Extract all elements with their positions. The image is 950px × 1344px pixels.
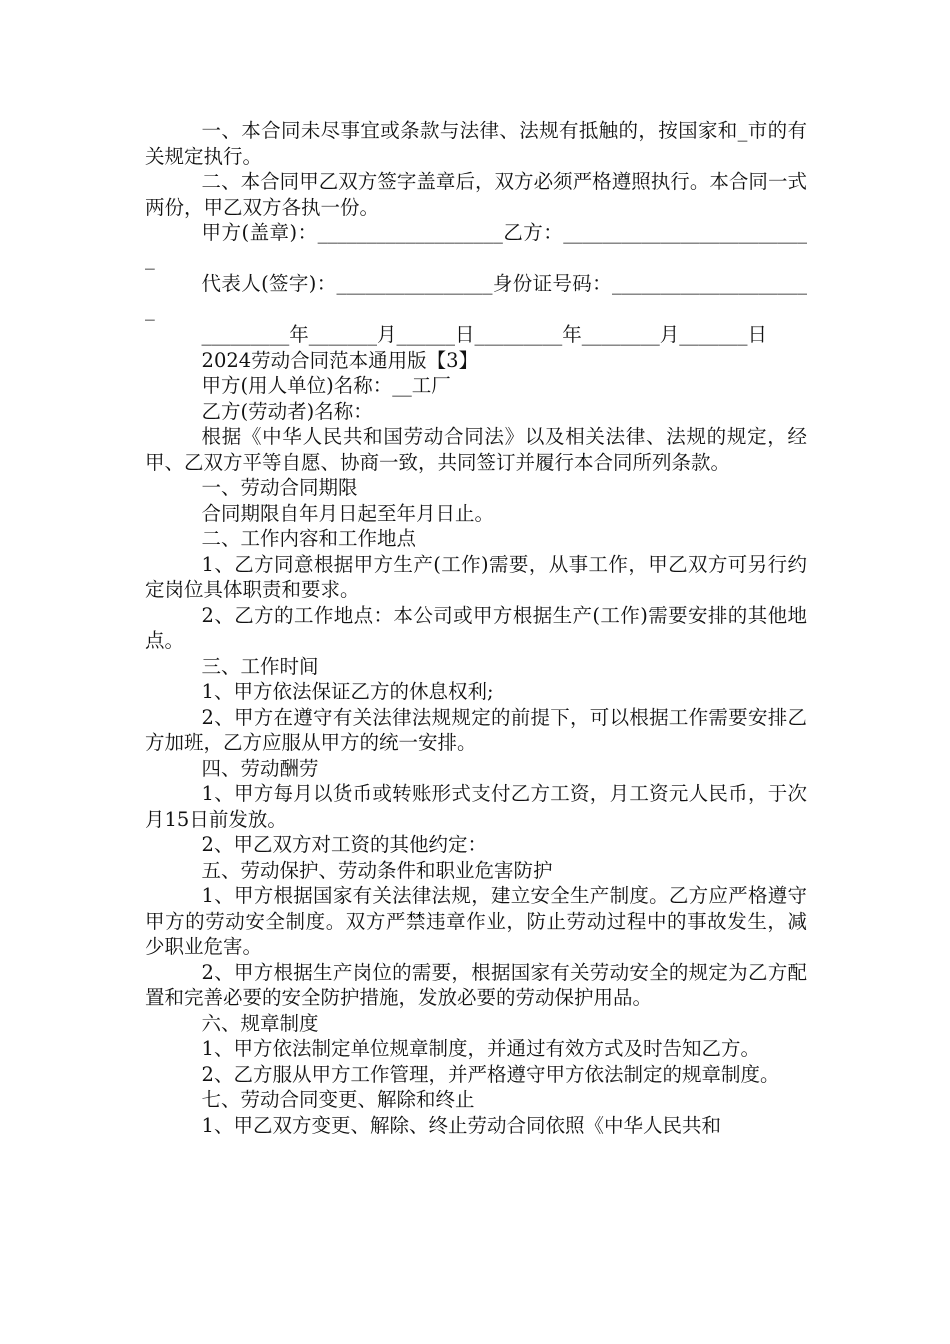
clause-paragraph: 二、本合同甲乙双方签字盖章后，双方必须严格遵照执行。本合同一式两份，甲乙双方各执一份。	[145, 170, 807, 219]
body-paragraph: 1、甲方每月以货币或转账形式支付乙方工资，月工资元人民币，于次月15日前发放。	[145, 782, 807, 831]
body-paragraph: 2、甲方根据生产岗位的需要，根据国家有关劳动安全的规定为乙方配置和完善必要的安全防护措施，发放必要的劳动保护用品。	[145, 960, 807, 1009]
document-page	[145, 118, 807, 1138]
heading-work-content: 二、工作内容和工作地点	[201, 527, 417, 550]
body-paragraph: 2、乙方的工作地点：本公司或甲方根据生产(工作)需要安排的其他地点。	[145, 603, 807, 652]
signature-line-date: _________年_______月______日_________年________月_______日	[201, 323, 768, 346]
heading-labor-protection: 五、劳动保护、劳动条件和职业危害防护	[201, 858, 553, 882]
party-a-name: 甲方(用人单位)名称：__工厂	[201, 374, 451, 397]
body-paragraph: 2、甲方在遵守有关法律法规规定的前提下，可以根据工作需要安排乙方加班，乙方应服从甲方的统一安排。	[145, 705, 807, 754]
heading-contract-change: 七、劳动合同变更、解除和终止	[201, 1088, 475, 1111]
heading-work-time: 三、工作时间	[201, 654, 319, 678]
clause-paragraph: 一、本合同未尽事宜或条款与法律、法规有抵触的，按国家和_市的有关规定执行。	[145, 119, 807, 168]
heading-remuneration: 四、劳动酬劳	[201, 756, 319, 780]
body-paragraph: 1、甲方根据国家有关法律法规，建立安全生产制度。乙方应严格遵守甲方的劳动安全制度。双方严禁违章作业，防止劳动过程中的事故发生，减少职业危害。	[145, 884, 807, 958]
signature-line-representative: 代表人(签字)：________________身份证号码：_____________________	[145, 272, 807, 321]
body-paragraph: 1、甲方依法保证乙方的休息权利;	[201, 680, 494, 703]
signature-line-party: 甲方(盖章)：___________________乙方：__________________________	[145, 221, 807, 270]
heading-rules: 六、规章制度	[201, 1011, 319, 1035]
body-paragraph: 1、甲方依法制定单位规章制度，并通过有效方式及时告知乙方。	[201, 1037, 760, 1060]
body-paragraph: 1、甲乙双方变更、解除、终止劳动合同依照《中华人民共和	[201, 1113, 721, 1137]
body-paragraph: 2、乙方服从甲方工作管理，并严格遵守甲方依法制定的规章制度。	[201, 1062, 780, 1086]
body-paragraph: 合同期限自年月日起至年月日止。	[201, 501, 495, 525]
body-paragraph: 2、甲乙双方对工资的其他约定：	[201, 833, 487, 856]
heading-term: 一、劳动合同期限	[201, 476, 358, 499]
section-title: 2024劳动合同范本通用版【3】	[201, 348, 479, 372]
body-paragraph: 1、乙方同意根据甲方生产(工作)需要，从事工作，甲乙双方可另行约定岗位具体职责和要求。	[145, 552, 807, 601]
party-b-name: 乙方(劳动者)名称：	[201, 399, 373, 423]
intro-paragraph: 根据《中华人民共和国劳动合同法》以及相关法律、法规的规定，经甲、乙双方平等自愿、协商一致，共同签订并履行本合同所列条款。	[145, 425, 807, 474]
